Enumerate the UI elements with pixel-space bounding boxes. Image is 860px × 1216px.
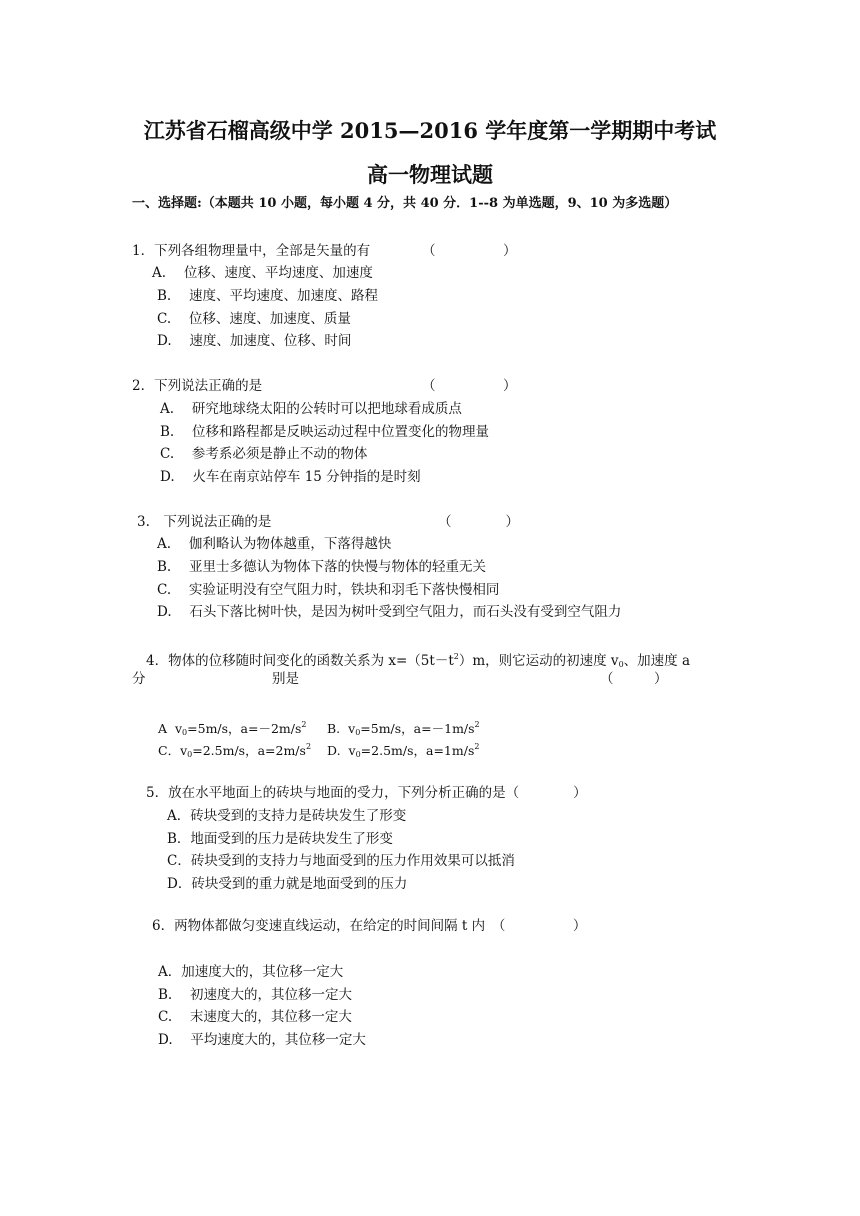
option-d-v: v [348,743,356,758]
question-3-answer-bracket: （ ） [438,514,519,530]
question-4-stem-text-1: 4．物体的位移随时间变化的函数关系为 x=（5t－t [146,653,454,669]
question-4-stem-text-2: ）m，则它运动的初速度 v [458,653,619,669]
question-2-option-c: C. 参考系必须是静止不动的物体 [160,446,368,462]
question-3-option-b: B. 亚里士多德认为物体下落的快慢与物体的轻重无关 [157,559,487,575]
option-c-sub: 0 [187,750,193,759]
exam-subtitle: 高一物理试题 [367,162,493,187]
question-6-option-a: A．加速度大的，其位移一定大 [158,964,344,980]
question-2-option-b: B. 位移和路程都是反映运动过程中位置变化的物理量 [160,424,490,440]
section-heading: 一、选择题:（本题共 10 小题，每小题 4 分，共 40 分．1--8 为单选题，9、10 为多选题） [132,196,678,211]
question-4-option-c [158,738,311,764]
question-1-stem: 1．下列各组物理量中，全部是矢量的有 [132,243,371,259]
option-a-sub: 0 [182,728,188,737]
question-6-option-d: D. 平均速度大的，其位移一定大 [158,1032,366,1048]
question-3-option-c: C. 实验证明没有空气阻力时，铁块和羽毛下落快慢相同 [157,582,500,598]
option-d-sup: 2 [474,742,480,751]
question-2-answer-bracket: （ ） [422,378,517,394]
option-a-label: A [158,721,168,736]
question-6-stem: 6．两物体都做匀变速直线运动，在给定的时间间隔 t 内 （ ） [152,918,587,934]
question-5-option-a: A．砖块受到的支持力是砖块发生了形变 [167,808,407,824]
question-1-option-d: D. 速度、加速度、位移、时间 [157,333,352,349]
question-4-answer-bracket: （ ） [600,671,668,687]
option-d-sub: 0 [355,750,361,759]
question-3-option-a: A. 伽利略认为物体越重，下落得越快 [157,536,392,552]
question-6-option-c: C. 末速度大的，其位移一定大 [158,1009,352,1025]
option-c-v: v [180,743,188,758]
question-1-option-b: B. 速度、平均速度、加速度、路程 [157,288,379,304]
option-c-value: =2.5m/s，a=2m/s [192,743,306,758]
option-b-label: B. [327,721,341,736]
question-1-answer-bracket: （ ） [422,243,517,259]
option-a-sup: 2 [301,720,307,729]
option-b-value: =5m/s，a=－1m/s [360,721,475,736]
question-3-stem: 3. 下列说法正确的是 [137,514,272,530]
question-4-subscript: 0 [618,660,624,669]
question-4-option-d [327,738,479,764]
question-4-superscript: 2 [453,652,459,661]
option-c-label: C． [158,743,181,758]
exam-title: 江苏省石榴高级中学 2015—2016 学年度第一学期期中考试 [143,118,717,143]
question-2-option-a: A. 研究地球绕太阳的公转时可以把地球看成质点 [160,401,462,417]
option-b-v: v [348,721,356,736]
option-d-label: D. [327,743,341,758]
question-5-option-c: C．砖块受到的支持力与地面受到的压力作用效果可以抵消 [167,853,515,869]
question-4-stem-line-2b: 别是 [272,671,299,687]
option-b-sub: 0 [355,728,361,737]
question-5-option-d: D．砖块受到的重力就是地面受到的压力 [167,876,408,892]
option-a-v: v [174,721,183,736]
question-1-option-c: C. 位移、速度、加速度、质量 [157,311,351,327]
question-4-stem-text-3: 、加速度 a [623,653,691,669]
question-2-stem: 2．下列说法正确的是 [132,378,263,394]
question-5-option-b: B．地面受到的压力是砖块发生了形变 [167,831,393,847]
question-2-option-d: D. 火车在南京站停车 15 分钟指的是时刻 [160,469,421,485]
question-1-option-a: A. 位移、速度、平均速度、加速度 [152,265,373,281]
option-a-value: =5m/s，a=－2m/s [187,721,302,736]
option-c-sup: 2 [305,742,312,751]
question-5-stem: 5．放在水平地面上的砖块与地面的受力，下列分析正确的是（ ） [146,785,587,801]
option-b-sup: 2 [474,720,480,729]
option-d-value: =2.5m/s，a=1m/s [360,743,475,758]
question-3-option-d: D. 石头下落比树叶快，是因为树叶受到空气阻力，而石头没有受到空气阻力 [157,604,622,620]
question-6-option-b: B. 初速度大的，其位移一定大 [158,987,353,1003]
question-4-stem-line-2a: 分 [132,671,146,687]
